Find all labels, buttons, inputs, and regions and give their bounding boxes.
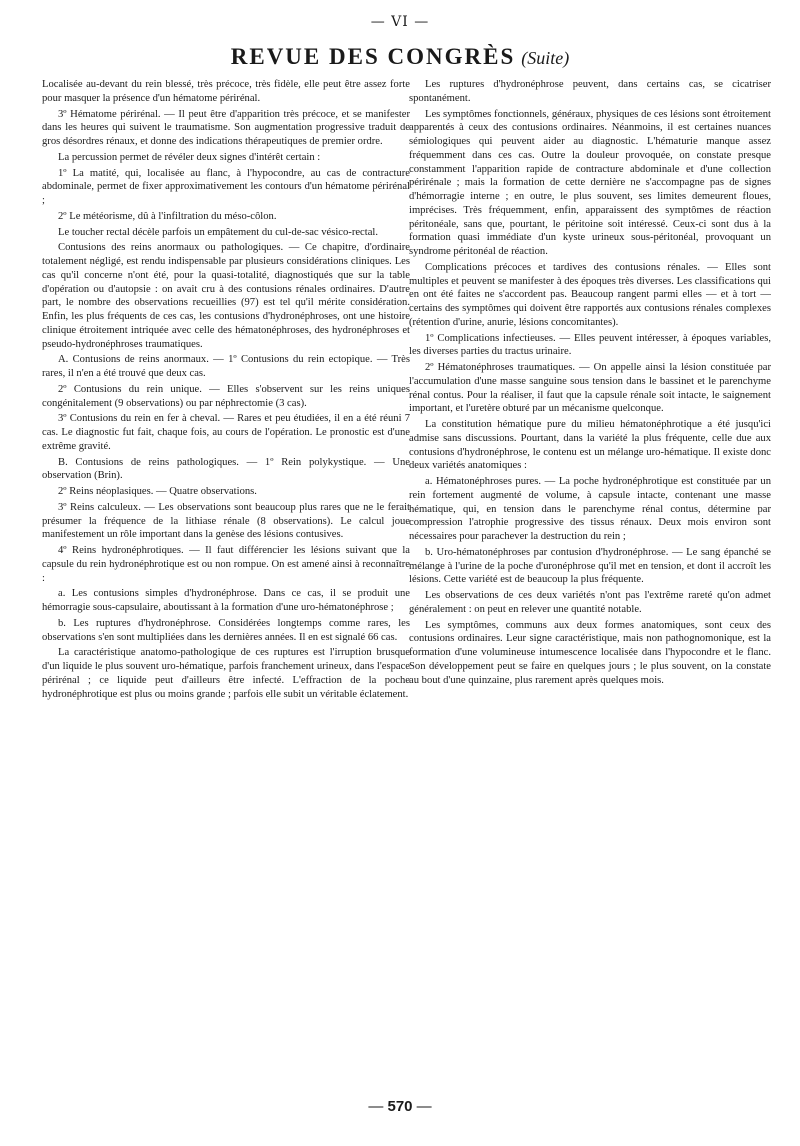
paragraph: 1º La matité, qui, localisée au flanc, à l'hypocondre, au cas de contracture abdominale, permet de fixer approximativement les contours d'un hématome périrénal ; <box>42 167 410 206</box>
page-number: 570 <box>387 1098 413 1115</box>
paragraph: Complications précoces et tardives des contusions rénales. — Elles sont multiples et peuvent se manifester à des époques très diverses. Les classifications qui en ont été faites ne s'accordent pas. Beaucoup rangent parmi elles — et à tort — certains des symptômes qui doivent être rapportés aux contusions rénales complexes (rétention d'urine, anurie, lésions concomitantes). <box>409 261 771 328</box>
paragraph: 1º Complications infectieuses. — Elles peuvent intéresser, à époques variables, les diverses parties du tractus urinaire. <box>409 332 771 358</box>
paragraph: a. Hématonéphroses pures. — La poche hydronéphrotique est constituée par un rein fortement augmenté de volume, à capsule intacte, contenant une masse hématique, qui, en tension dans le parenchyme rénal contus, détermine par compression l'atrophie progressive des tissus rénaux. Deux mois environ sont nécessaires pour parachever la destruction du rein ; <box>409 476 771 542</box>
paragraph: 2º Reins néoplasiques. — Quatre observations. <box>58 486 257 497</box>
paragraph: La caractéristique anatomo-pathologique de ces ruptures est l'irruption brusque d'un liquide le plus souvent uro-hématique, parfois franchement urineux, dans l'espace périrénal ; ce liquide peut d'ailleurs être infecté. L'effraction de la poche hydronéphrotique est plus ou moins grande ; parfois elle subit un véritable éclatement. <box>42 647 410 700</box>
paragraph: a. Les contusions simples d'hydronéphrose. Dans ce cas, il se produit une hémorragie sous-capsulaire, aboutissant à la formation d'une uro-hématonéphrose ; <box>42 588 410 613</box>
section-marker: — VI — <box>370 14 430 30</box>
paragraph: A. Contusions de reins anormaux. — 1º Contusions du rein ectopique. — Très rares, il n'en a été trouvé que deux cas. <box>42 354 410 379</box>
paragraph: La percussion permet de révéler deux signes d'intérêt certain : <box>58 151 321 163</box>
page-title <box>0 44 800 70</box>
paragraph: 2º Contusions du rein unique. — Elles s'observent sur les reins uniques congénitalement (9 observations) ou par néphrectomie (3 cas). <box>42 383 410 409</box>
page-footer: — 570 — <box>368 1098 432 1115</box>
paragraph: Localisée au-devant du rein blessé, très précoce, très fidèle, elle peut être assez forte pour masquer la présence d'un hématome périrénal. <box>42 79 410 104</box>
paragraph: 3º Contusions du rein en fer à cheval. — Rares et peu étudiées, il en a été réuni 7 cas. Le diagnostic fut fait, chaque fois, au cours de l'opération. Le pronostic est d'une extrême gravité. <box>42 413 410 452</box>
paragraph: 4º Reins hydronéphrotiques. — Il faut différencier les lésions suivant que la capsule du rein hydronéphrotique est ou non rompue. On est amené ainsi à reconnaître : <box>42 545 410 584</box>
paragraph: b. Uro-hématonéphroses par contusion d'hydronéphrose. — Le sang épanché se mélange à l'urine de la poche d'uronéphrose qu'il met en tension, et dont il accroît les lésions. Cette variété est de beaucoup la plus fréquente. <box>409 546 771 586</box>
paragraph: 2º Le météorisme, dû à l'infiltration du méso-côlon. <box>58 210 277 222</box>
paragraph: Les symptômes fonctionnels, généraux, physiques de ces lésions sont étroitement apparentés à ceux des contusions ordinaires. Néanmoins, il est certaines nuances sémiologiques qui peuvent aider au diagnostic. L'hématurie manque assez fréquemment dans ces cas. Outre la douleur provoquée, on constate presque constamment l'apparition rapide de contracture abdominale et d'une collection périrénale ; mais la formation de cette dernière ne s'accompagne pas de signes d'hémorragie interne ; en outre, le plus souvent, ses limites demeurent floues, imprécises. Très fréquemment, enfin, apparaissent des symptômes de réaction péritonéale, sans que, pourtant, le péritoine soit intéressé. Ceux-ci sont dus à la formation quasi immédiate d'un kyste urineux sous-péritonéal, provoquant un syndrome péritonéal de réaction. <box>409 108 771 257</box>
paragraph: 2º Hématonéphroses traumatiques. — On appelle ainsi la lésion constituée par l'accumulation d'une masse sanguine sous tension dans le bassinet et le parenchyme rénal contus. Pour la réaliser, il faut que la capsule rénale soit intacte, le saignement important, et l'uretère obturé par un mécanisme quelconque. <box>409 362 771 415</box>
paragraph: B. Contusions de reins pathologiques. — 1º Rein polykystique. — Une observation (Brin). <box>42 456 410 482</box>
title-text: REVUE DES CONGRÈS <box>230 44 516 69</box>
paragraph: 3º Hématome périrénal. — Il peut être d'apparition très précoce, et se manifester dans les heures qui suivent le traumatisme. Son augmentation progressive traduit de gros désordres rénaux, et donne des indications thérapeutiques de premier ordre. <box>42 108 410 147</box>
paragraph: Les observations de ces deux variétés n'ont pas l'extrême rareté qu'on admet généralement : on peut en relever une quantité notable. <box>409 590 771 615</box>
paragraph: La constitution hématique pure du milieu hématonéphrotique a été jusqu'ici admise sans discussions. Pourtant, dans la variété la plus fréquente, celle due aux contusions d'hydronéphrose, le contenu est un mélange uro-hématique. Il existe donc deux variétés anatomiques : <box>409 419 771 472</box>
title-suite: (Suite) <box>521 48 570 68</box>
paragraph: Contusions des reins anormaux ou pathologiques. — Ce chapitre, d'ordinaire totalement négligé, est rendu indispensable par plusieurs considérations cliniques. Les cas qu'il concerne n'ont été, pour la quasi-totalité, diagnostiqués que sur la table d'opération ou d'autopsie : on avait cru à des contusions rénales ordinaires. D'autre part, le nombre des observations recueillies (97) est tel qu'il mérite considération. Enfin, les plus fréquents de ces cas, les contusions d'hydronéphroses, ont une histoire clinique étroitement intriquée avec celle des hématonéphroses, des hydronéphroses et pseudo-hydronéphroses traumatiques. <box>42 242 410 350</box>
paragraph: Le toucher rectal décèle parfois un empâtement du cul-de-sac vésico-rectal. <box>58 226 379 238</box>
left-column <box>42 78 410 1090</box>
right-column <box>409 78 771 1090</box>
paragraph: Les symptômes, communs aux deux formes anatomiques, sont ceux des contusions ordinaires. Leur signe caractéristique, mais non pathognomonique, est la formation d'une volumineuse intumescence localisée dans l'hypocondre et le flanc. Son développement peut se faire en quelques jours ; le plus souvent, on la constate au bout d'une quinzaine, plus rarement après quelques mois. <box>409 619 771 686</box>
paragraph: b. Les ruptures d'hydronéphrose. Considérées longtemps comme rares, les observations s'en sont multipliées dans les dernières années. Il en est signalé 66 cas. <box>42 617 410 643</box>
paragraph: Les ruptures d'hydronéphrose peuvent, dans certains cas, se cicatriser spontanément. <box>409 79 771 104</box>
paragraph: 3º Reins calculeux. — Les observations sont beaucoup plus rares que ne le ferait présumer la fréquence de la lithiase rénale (8 observations). Le calcul joue manifestement un rôle important dans la genèse des lésions contusives. <box>42 501 410 541</box>
